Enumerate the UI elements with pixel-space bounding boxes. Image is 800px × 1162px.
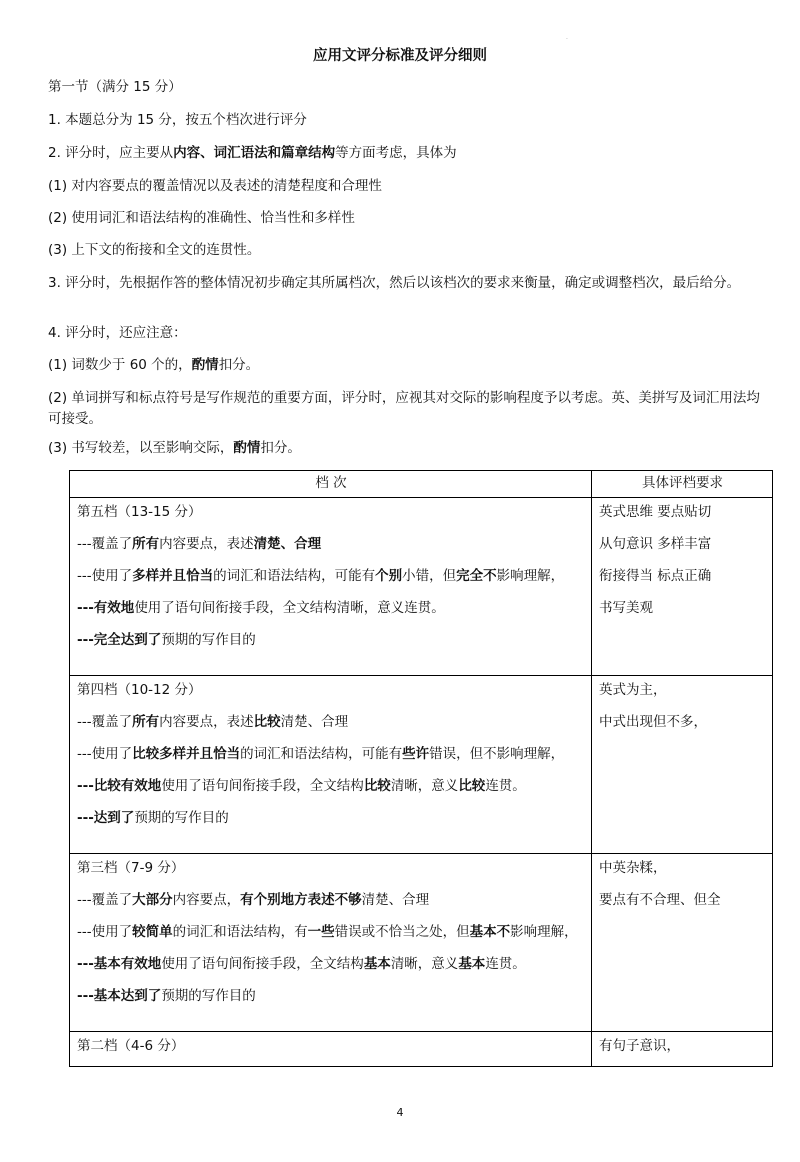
grade-4-vocabulary: ---使用了比较多样并且恰当的词汇和语法结构，可能有些许错误，但不影响理解，	[77, 746, 565, 762]
grade-3-label: 第三档（7-9 分）	[77, 860, 185, 876]
grade-5-content: ---覆盖了所有内容要点，表述清楚、合理	[77, 536, 322, 552]
grade-4-requirements: 英式为主， 中式出现但不多，	[592, 676, 773, 854]
grade-row-5	[70, 498, 773, 676]
grade-3-requirements: 中英杂糅， 要点有不合理、但全	[592, 854, 773, 1032]
grade-2-label: 第二档（4-6 分）	[77, 1038, 185, 1054]
grade-row-3	[70, 854, 773, 1032]
grade-2-requirements: 有句子意识，	[592, 1032, 773, 1067]
rule-4-point-1: (1) 词数少于 60 个的，酌情扣分。	[48, 357, 260, 373]
grade-2-criteria	[70, 1032, 592, 1067]
rule-2: 2. 评分时，应主要从内容、词汇语法和篇章结构等方面考虑，具体为	[48, 145, 457, 161]
grade-4-label: 第四档（10-12 分）	[77, 682, 202, 698]
grading-table	[69, 470, 773, 1067]
grade-3-cohesion: ---基本有效地使用了语句间衔接手段，全文结构基本清晰，意义基本连贯。	[77, 956, 526, 972]
rule-4-point-2: (2) 单词拼写和标点符号是写作规范的重要方面，评分时，应视其对交际的影响程度予以考虑。英、美拼写及词汇用法均可接受。	[48, 390, 760, 427]
scan-dot: .	[566, 34, 568, 41]
grade-5-label: 第五档（13-15 分）	[77, 504, 202, 520]
rule-3: 3. 评分时，先根据作答的整体情况初步确定其所属档次，然后以该档次的要求来衡量，确定或调整档次，最后给分。	[48, 275, 741, 291]
grade-3-purpose: ---基本达到了预期的写作目的	[77, 988, 256, 1004]
page-number: 4	[396, 1106, 404, 1119]
grade-row-2	[70, 1032, 773, 1067]
grade-4-criteria	[70, 676, 592, 854]
grade-4-cohesion: ---比较有效地使用了语句间衔接手段，全文结构比较清晰，意义比较连贯。	[77, 778, 526, 794]
grade-3-vocabulary: ---使用了较简单的词汇和语法结构，有一些错误或不恰当之处，但基本不影响理解，	[77, 924, 578, 940]
rule-4: 4. 评分时，还应注意：	[48, 325, 187, 341]
grade-5-cohesion: ---有效地使用了语句间衔接手段，全文结构清晰，意义连贯。	[77, 600, 445, 616]
grade-5-requirements: 英式思维 要点贴切 从句意识 多样丰富 衔接得当 标点正确 书写美观	[592, 498, 773, 676]
grade-5-vocabulary: ---使用了多样并且恰当的词汇和语法结构，可能有个别小错，但完全不影响理解，	[77, 568, 565, 584]
grade-4-content: ---覆盖了所有内容要点，表述比较清楚、合理	[77, 714, 349, 730]
rule-2-point-1: (1) 对内容要点的覆盖情况以及表述的清楚程度和合理性	[48, 178, 382, 194]
header-requirements: 具体评档要求	[592, 471, 773, 498]
rule-1: 1. 本题总分为 15 分，按五个档次进行评分	[48, 112, 307, 128]
section-heading: 第一节（满分 15 分）	[48, 79, 182, 95]
grade-row-4	[70, 676, 773, 854]
table-header-row	[70, 471, 773, 498]
grade-5-criteria	[70, 498, 592, 676]
rule-2-point-2: (2) 使用词汇和语法结构的准确性、恰当性和多样性	[48, 210, 355, 226]
rule-4-point-3: (3) 书写较差，以至影响交际，酌情扣分。	[48, 440, 301, 456]
rule-2-point-3: (3) 上下文的衔接和全文的连贯性。	[48, 242, 261, 258]
header-grade: 档 次	[70, 471, 592, 498]
grade-5-purpose: ---完全达到了预期的写作目的	[77, 632, 256, 648]
grade-3-content: ---覆盖了大部分内容要点，有个别地方表述不够清楚、合理	[77, 892, 430, 908]
grade-3-criteria	[70, 854, 592, 1032]
grade-4-purpose: ---达到了预期的写作目的	[77, 810, 229, 826]
document-title: 应用文评分标准及评分细则	[313, 48, 487, 64]
